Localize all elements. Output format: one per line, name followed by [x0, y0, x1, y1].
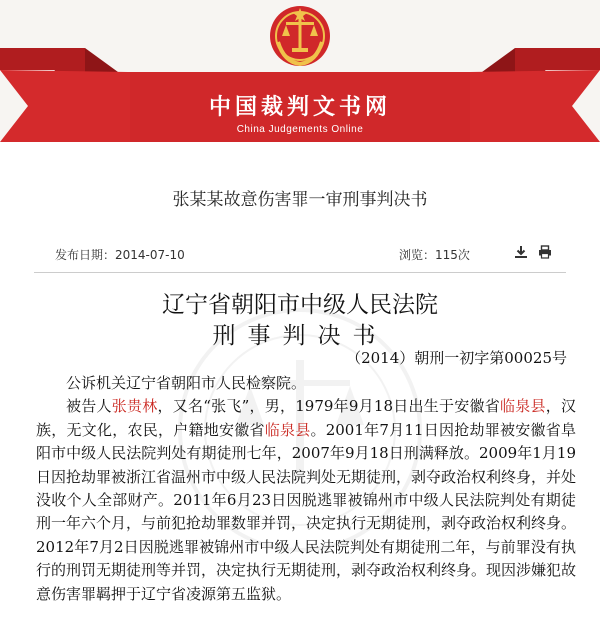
judgment-type: 刑事判决书 [212, 323, 388, 349]
text-segment: ，汉族，无文化，农民，户籍地安徽省 [36, 397, 576, 439]
site-subtitle: China Judgements Online [236, 124, 364, 135]
meta-divider [34, 272, 566, 273]
site-banner [0, 0, 600, 142]
download-icon[interactable] [514, 245, 528, 259]
publish-date: 发布日期：2014-07-10 [55, 248, 185, 262]
defendant-name-link[interactable]: 张贵林 [111, 397, 158, 416]
defendant-paragraph [36, 395, 576, 606]
view-count: 浏览：115次 [399, 248, 470, 262]
site-title[interactable]: 中国裁判文书网 [208, 95, 391, 120]
court-name: 辽宁省朝阳市中级人民法院 [162, 292, 438, 318]
prosecutor-paragraph: 公诉机关辽宁省朝阳市人民检察院。 [66, 374, 307, 392]
document-title: 张某某故意伤害罪一审刑事判决书 [172, 190, 428, 210]
document-actions [514, 245, 552, 259]
case-number: （2014）朝刑一初字第00025号 [346, 349, 567, 367]
domicile-link[interactable]: 临泉县 [264, 420, 311, 439]
court-emblem-icon [264, 2, 336, 70]
document-meta [55, 246, 552, 266]
print-icon[interactable] [538, 245, 552, 259]
text-segment: ，又名“张飞”，男，1979年9月18日出生于安徽省 [157, 397, 500, 416]
defendant-label: 被告人 [66, 397, 112, 416]
text-segment: 。2001年7月11日因抢劫罪被安徽省阜阳市中级人民法院判处有期徒刑七年，2007年9月18日刑满释放。2009年1月19日因抢劫罪被浙江省温州市中级人民法院判处无期徒刑，剥夺政治权利终身，并处没收个人全部财产。2011年6月23日因脱逃罪被锦州市中级人民法院判处有期徒刑一年六个月，与前犯抢劫罪数罪并罚，决定执行无期徒刑，剥夺政治权利终身。2012年7月2日因脱逃罪被锦州市中级人民法院判处有期徒刑二年，与前罪没有执行的刑罚无期徒刑等并罚，决定执行无期徒刑，剥夺政治权利终身。现因涉嫌犯故意伤害罪羁押于辽宁省凌源第五监狱。 [36, 420, 577, 603]
birthplace-link[interactable]: 临泉县 [499, 397, 546, 416]
judgment-body [36, 372, 576, 606]
